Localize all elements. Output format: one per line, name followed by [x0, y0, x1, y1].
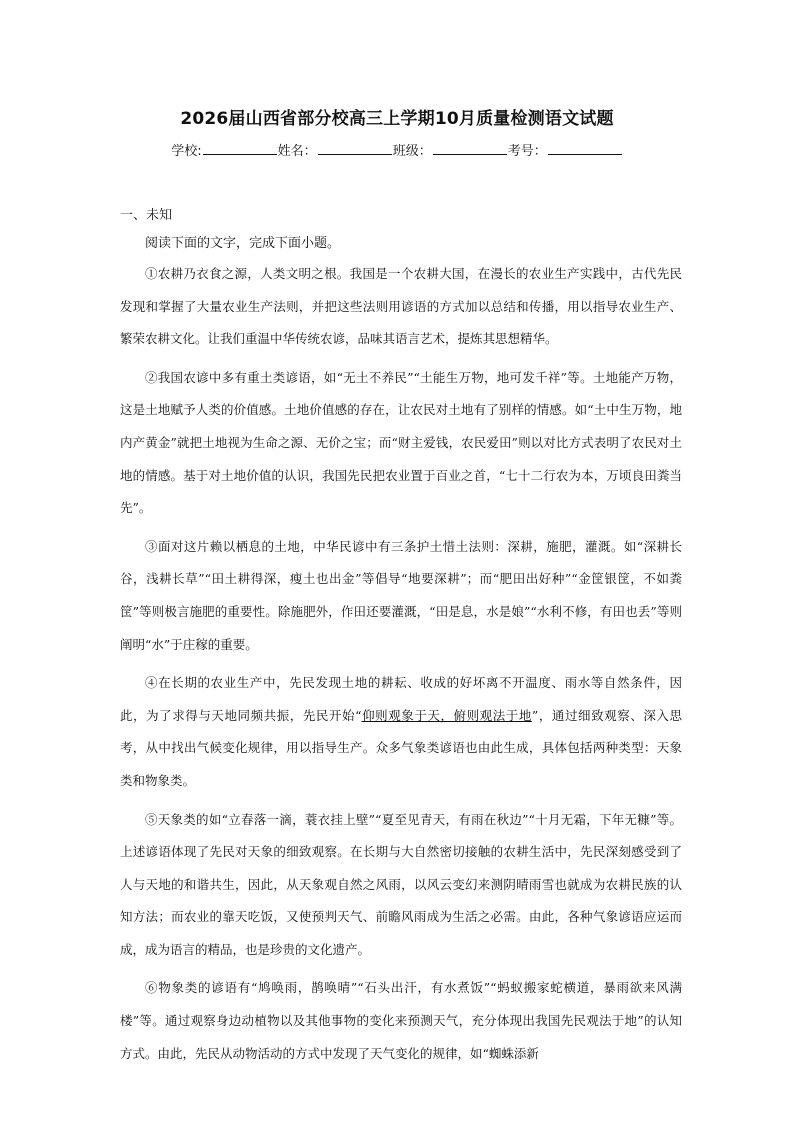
paragraph-4-part-1: ④在长期的农业生产中，先民发现土地的耕耘、收成的好坏离不开温度、雨水等自然条件，因此，为了求得与天地同频共振，先民开始“ — [120, 675, 682, 723]
paragraph-4 — [120, 667, 682, 797]
school-label: 学校: — [171, 144, 202, 159]
name-label: 姓名： — [277, 144, 317, 159]
section-heading: 一、未知 — [120, 208, 173, 223]
reading-instruction: 阅读下面的文字，完成下面小题。 — [145, 236, 341, 251]
exam-number-blank — [548, 142, 622, 155]
passage-body — [120, 258, 682, 1076]
paragraph-2: ②我国农谚中多有重土类谚语，如“无土不养民”“土能生万物，地可发千祥”等。土地能产万物，这是土地赋予人类的价值感。土地价值感的存在，让农民对土地有了别样的情感。如“土中生万物，地内产黄金”就把土地视为生命之源、无价之宝；而“财主爱钱，农民爱田”则以对比方式表明了农民对土地的情感。基于对土地价值的认识，我国先民把农业置于百业之首，“七十二行农为本，万顷良田粪当先”。 — [120, 369, 682, 516]
name-blank — [318, 142, 392, 155]
class-label: 班级： — [392, 144, 432, 159]
student-info-line — [0, 140, 794, 159]
paragraph-1: ①农耕乃衣食之源，人类文明之根。我国是一个农耕大国，在漫长的农业生产实践中，古代先民发现和掌握了大量农业生产法则，并把这些法则用谚语的方式加以总结和传播，用以指导农业生产、繁荣农耕文化。让我们重温中华传统农谚，品味其语言艺术，提炼其思想精华。 — [120, 266, 682, 347]
exam-number-label: 考号： — [507, 144, 547, 159]
paragraph-4-part-2: ”，通过细致观察、深入思考，从中找出气候变化规律，用以指导生产。众多气象类谚语也由此生成，具体包括两种类型：天象类和物象类。 — [120, 707, 682, 788]
class-blank — [433, 142, 507, 155]
paragraph-6: ⑥物象类的谚语有“鸠唤雨，鹊唤晴”“石头出汗，有水煮饭”“蚂蚁搬家蛇横道，暴雨欲来风满楼”等。通过观察身边动植物以及其他事物的变化来预测天气，充分体现出我国先民观法于地”的认知方式。由此，先民从动物活动的方式中发现了天气变化的规律，如“蜘蛛添新 — [120, 980, 682, 1061]
paragraph-3: ③面对这片赖以栖息的土地，中华民谚中有三条护土惜土法则：深耕，施肥，灌溉。如“深耕长谷，浅耕长草”“田土耕得深，瘦土也出金”等倡导“地要深耕”；而“肥田出好种”“金筐银筐，不如粪筐”等则极言施肥的重要性。除施肥外，作田还要灌溉，“田是息，水是娘”“水利不修，有田也丢”等则阐明“水”于庄稼的重要。 — [120, 538, 682, 652]
paragraph-5: ⑤天象类的如“立春落一滴，蓑衣挂上壁”“夏至见青天，有雨在秋边”“十月无霜，下年无糠”等。上述谚语体现了先民对天象的细致观察。在长期与大自然密切接触的农耕生活中，先民深刻感受到了人与天地的和谐共生，因此，从天象观自然之风雨，以风云变幻来测阴晴雨雪也就成为农耕民族的认知方法；而农业的靠天吃饭，又使预判天气、前瞻风雨成为生活之必需。由此，各种气象谚语应运而成，成为语言的精品，也是珍贵的文化遗产。 — [120, 811, 682, 957]
school-blank — [203, 142, 277, 155]
page-title: 2026届山西省部分校高三上学期10月质量检测语文试题 — [180, 109, 614, 129]
underlined-quote: 仰则观象于天，俯则观法于地 — [361, 707, 532, 723]
